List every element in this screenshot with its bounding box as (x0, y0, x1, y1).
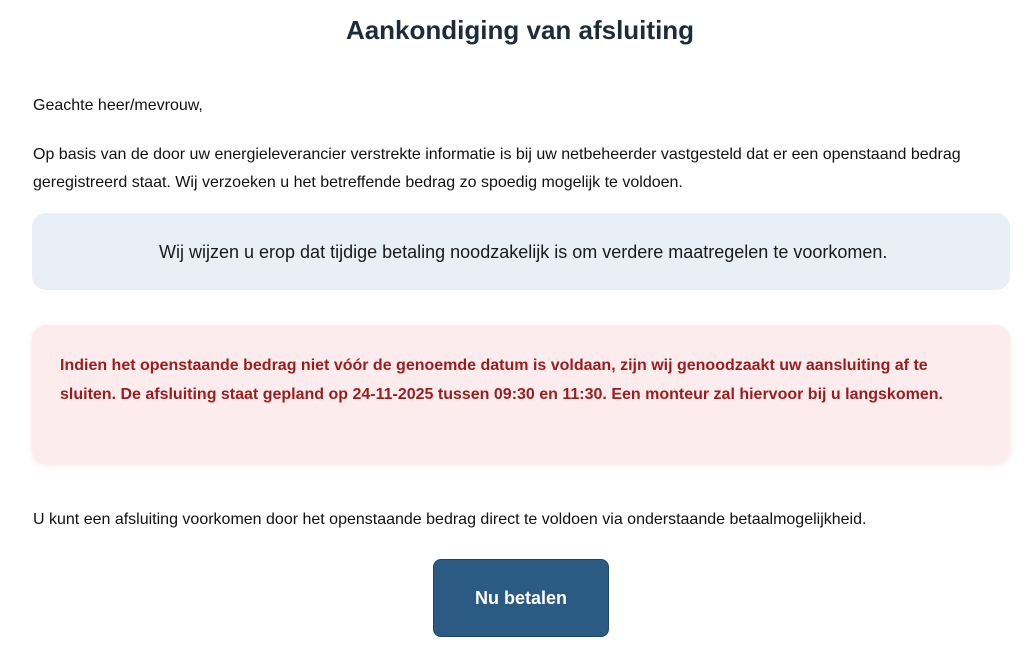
disconnection-warning-box (32, 325, 1010, 463)
greeting-text: Geachte heer/mevrouw, (33, 97, 203, 114)
closing-paragraph: U kunt een afsluiting voorkomen door het openstaande bedrag direct te voldoen via onderstaande betaalmogelijkheid. (33, 511, 867, 528)
info-notice-text: Wij wijzen u erop dat tijdige betaling noodzakelijk is om verdere maatregelen te voorkomen. (159, 241, 888, 262)
info-notice-box (32, 213, 1010, 290)
pay-now-button[interactable]: Nu betalen (433, 559, 609, 637)
page-title: Aankondiging van afsluiting (345, 15, 695, 45)
intro-paragraph: Op basis van de door uw energieleverancier verstrekte informatie is bij uw netbeheerder vastgesteld dat er een openstaand bedrag geregistreerd staat. Wij verzoeken u het betreffende bedrag zo spoedig mogelijk te voldoen. (33, 146, 961, 191)
disconnection-warning-text: Indien het openstaande bedrag niet vóór de genoemde datum is voldaan, zijn wij genoodzaakt uw aansluiting af te sluiten. De afsluiting staat gepland op 24-11-2025 tussen 09:30 en 11:30. Een monteur zal hiervoor bij u langskomen. (60, 357, 943, 403)
